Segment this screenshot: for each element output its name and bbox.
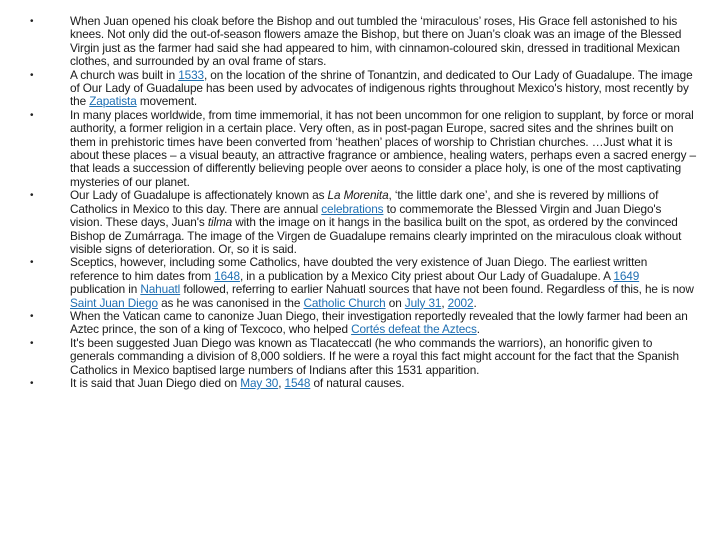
text-run: It's been suggested Juan Diego was known as Tlacateccatl (he who commands the warriors), an honorific given to generals commanding a division of 8,000 soldiers. If he were a royal this fact might account for the fact that the Spanish Catholics in Mexico baptised large numbers of Indians after this 1531 apparition. [70,335,679,377]
list-item [30,109,696,189]
paragraph-text [70,310,696,337]
text-run: followed, referring to earlier Nahuatl sources that have not been found. Regardless of this, he is now [180,282,694,297]
text-run: . [476,322,480,337]
text-run: When the Vatican came to canonize Juan Diego, their investigation reportedly revealed that the lowly farmer had been an Aztec prince, the son of a king of Texcoco, who helped [70,308,688,337]
bullet-icon: • [30,190,34,202]
text-run: , [278,375,285,390]
list-item [30,15,696,69]
hyperlink[interactable]: May 30 [240,375,279,390]
list-item [30,256,696,310]
text-run: on [385,295,405,310]
paragraph-text [70,337,696,377]
text-run: to commemorate the Blessed Virgin and Juan Diego's vision. These days, Juan's [70,201,662,230]
hyperlink[interactable]: celebrations [321,201,384,216]
list-item [30,377,696,390]
bullet-icon: • [30,109,34,121]
paragraph-text [70,189,696,256]
text-run: , on the location of the shrine of Tonantzin, and dedicated to Our Lady of Guadalupe. The image of Our Lady of Guadalupe has been used by advocates of indigenous rights throughout Mexico's history, most recently by the [70,67,693,109]
list-item [30,310,696,337]
list-item [30,337,696,377]
hyperlink[interactable]: Zapatista [89,94,137,109]
hyperlink[interactable]: Cortés defeat the Aztecs [351,322,477,337]
italic-text: tilma [207,215,233,230]
hyperlink[interactable]: 1548 [284,375,311,390]
hyperlink[interactable]: Nahuatl [140,282,181,297]
bullet-icon: • [30,257,34,269]
list-item [30,69,696,109]
paragraph-text [70,377,696,390]
text-run: , [441,295,448,310]
text-run: It is said that Juan Diego died on [70,375,241,390]
text-run: , ‘the little dark one’, and she is revered by millions of Catholics in Mexico to this day. There are annual [70,188,659,216]
hyperlink[interactable]: 1649 [613,268,640,283]
text-run: of natural causes. [310,375,405,390]
text-run: publication in [70,282,141,297]
paragraph-text [70,15,696,69]
text-run: , in a publication by a Mexico City priest about Our Lady of Guadalupe. A [239,268,614,283]
paragraph-text [70,109,696,189]
text-run: as he was canonised in the [157,295,304,310]
hyperlink[interactable]: 1533 [178,67,204,82]
text-run: . [473,295,477,310]
text-run: with the image on it hangs in the basilica built on the spot, as ordered by the convinced Bishop de Zumárraga. The image of the Virgen de Guadalupe remains clearly imprinted on the miraculous cloak without visible signs of deterioration. Or, so it is said. [70,215,682,256]
list-item [30,189,696,256]
hyperlink[interactable]: 2002 [447,295,474,310]
paragraph-text [70,256,696,310]
text-run: movement. [136,94,198,109]
text-run: In many places worldwide, from time immemorial, it has not been uncommon for one religion to supplant, by force or moral authority, a former religion in a certain place. Very often, as in post-pagan Europe, sacred sites and the shrines built on them in prehistoric times have been converted from ‘heathen’ places of worship to Christian churches. …Just what it is about these places – a visual beauty, an attractive fragrance or ambience, healing waters, perhaps even a sacred energy – that leads a succession of differently believing people over aeons to consider a place holy, is one of the most captivating mysteries of our planet. [70,107,696,189]
paragraph-text [70,69,696,109]
hyperlink[interactable]: Catholic Church [303,295,386,310]
text-run: Our Lady of Guadalupe is affectionately known as [70,188,328,203]
italic-text: La Morenita [327,188,389,203]
bullet-icon: • [30,16,34,27]
text-run: When Juan opened his cloak before the Bishop and out tumbled the ‘miraculous’ roses, His Grace fell astonished to his knees. Not only did the out-of-season flowers amaze the Bishop, but there on Juan’s cloak was an image of the Blessed Virgin just as the farmer had said she had appeared to him, with cinnamon-coloured skin, dressed in traditional Mexican clothes, and surrounded by an oval frame of stars. [70,14,682,69]
bullet-icon: • [30,337,34,349]
hyperlink[interactable]: 1648 [214,268,240,283]
hyperlink[interactable]: Saint Juan Diego [70,295,158,310]
bullet-icon: • [30,310,34,322]
text-run: A church was built in [70,67,179,82]
bullet-icon: • [30,69,34,81]
hyperlink[interactable]: July 31 [404,295,442,310]
bullet-list [30,15,696,390]
bullet-icon: • [30,377,34,389]
text-run: Sceptics, however, including some Catholics, have doubted the very existence of Juan Diego. The earliest written reference to him dates from [70,255,648,283]
